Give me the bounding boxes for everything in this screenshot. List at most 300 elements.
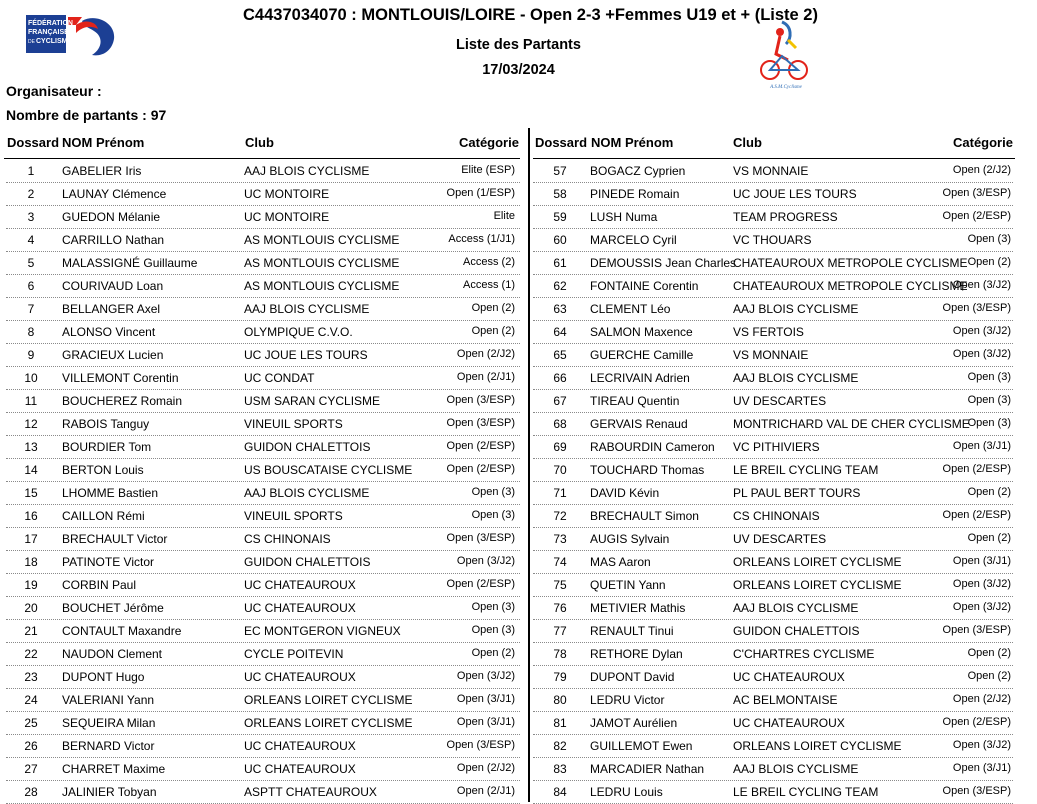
table-row (6, 436, 520, 459)
dossard-cell: 26 (24, 739, 38, 753)
dossard-cell: 19 (24, 578, 38, 592)
club-cell: LE BREIL CYCLING TEAM (733, 785, 879, 799)
table-row (6, 367, 520, 390)
table-row (533, 275, 1013, 298)
table-row (6, 298, 520, 321)
club-cell: ORLEANS LOIRET CYCLISME (244, 693, 413, 707)
dossard-cell: 23 (24, 670, 38, 684)
category-cell: Elite (493, 210, 515, 222)
club-cell: AAJ BLOIS CYCLISME (244, 486, 370, 500)
dossard-cell: 74 (553, 555, 567, 569)
club-cell: GUIDON CHALETTOIS (244, 440, 371, 454)
name-cell: RABOIS Tanguy (62, 417, 150, 431)
category-cell: Open (2) (967, 532, 1011, 544)
dossard-cell: 16 (24, 509, 38, 523)
name-cell: QUETIN Yann (590, 578, 666, 592)
club-cell: VC THOUARS (733, 233, 812, 247)
name-cell: LHOMME Bastien (62, 486, 159, 500)
dossard-cell: 27 (24, 762, 38, 776)
nombre-partants: Nombre de partants : 97 (6, 107, 167, 123)
club-cell: OLYMPIQUE C.V.O. (244, 325, 353, 339)
category-cell: Open (3) (471, 624, 515, 636)
name-cell: DUPONT David (590, 670, 675, 684)
club-cell: ORLEANS LOIRET CYCLISME (733, 578, 902, 592)
name-cell: AUGIS Sylvain (590, 532, 670, 546)
category-cell: Open (2/J2) (952, 693, 1011, 705)
category-cell: Open (2/ESP) (942, 509, 1011, 521)
name-cell: PINEDE Romain (590, 187, 680, 201)
name-cell: MARCADIER Nathan (590, 762, 705, 776)
name-cell: TIREAU Quentin (590, 394, 680, 408)
category-cell: Open (2) (967, 486, 1011, 498)
category-cell: Access (1/J1) (448, 233, 515, 245)
club-cell: LE BREIL CYCLING TEAM (733, 463, 879, 477)
table-row (6, 413, 520, 436)
table-row (533, 666, 1013, 689)
name-cell: BELLANGER Axel (62, 302, 161, 316)
name-cell: GRACIEUX Lucien (62, 348, 164, 362)
table-row (533, 344, 1013, 367)
dossard-cell: 62 (553, 279, 567, 293)
category-cell: Elite (ESP) (461, 164, 515, 176)
club-cell: AAJ BLOIS CYCLISME (244, 164, 370, 178)
name-cell: BERNARD Victor (62, 739, 155, 753)
table-row (533, 482, 1013, 505)
name-cell: CLEMENT Léo (590, 302, 671, 316)
category-cell: Open (2/ESP) (446, 578, 515, 590)
dossard-cell: 8 (27, 325, 35, 339)
table-row (6, 252, 520, 275)
club-cell: AAJ BLOIS CYCLISME (733, 762, 859, 776)
dossard-cell: 22 (24, 647, 38, 661)
category-cell: Access (2) (463, 256, 515, 268)
club-cell: UC JOUE LES TOURS (244, 348, 368, 362)
club-cell: US BOUSCATAISE CYCLISME (244, 463, 413, 477)
table-row (6, 689, 520, 712)
category-cell: Access (1) (463, 279, 515, 291)
dossard-cell: 15 (24, 486, 38, 500)
name-cell: DAVID Kévin (590, 486, 660, 500)
name-cell: RENAULT Tinui (590, 624, 674, 638)
name-cell: CAILLON Rémi (62, 509, 145, 523)
club-cell: AAJ BLOIS CYCLISME (733, 302, 859, 316)
dossard-cell: 14 (24, 463, 38, 477)
club-cell: TEAM PROGRESS (733, 210, 838, 224)
category-cell: Open (2/ESP) (446, 440, 515, 452)
name-cell: VILLEMONT Corentin (62, 371, 179, 385)
club-cell: AS MONTLOUIS CYCLISME (244, 279, 400, 293)
name-cell: BOGACZ Cyprien (590, 164, 686, 178)
category-cell: Open (2/ESP) (942, 210, 1011, 222)
category-cell: Open (2/J1) (456, 785, 515, 797)
name-cell: GUEDON Mélanie (62, 210, 161, 224)
category-cell: Open (3) (967, 417, 1011, 429)
dossard-cell: 3 (27, 210, 35, 224)
name-cell: SEQUEIRA Milan (62, 716, 156, 730)
dossard-cell: 79 (553, 670, 567, 684)
club-cell: AAJ BLOIS CYCLISME (733, 601, 859, 615)
name-cell: COURIVAUD Loan (62, 279, 164, 293)
page-edge (1031, 0, 1037, 802)
name-cell: LUSH Numa (590, 210, 658, 224)
dossard-cell: 76 (553, 601, 567, 615)
name-cell: GERVAIS Renaud (590, 417, 688, 431)
header-dossard-right: Dossard (535, 135, 588, 150)
dossard-cell: 78 (553, 647, 567, 661)
category-cell: Open (3/J1) (456, 716, 515, 728)
name-cell: BRECHAULT Victor (62, 532, 168, 546)
dossard-cell: 18 (24, 555, 38, 569)
table-row (6, 574, 520, 597)
club-cell: UV DESCARTES (733, 394, 827, 408)
table-row (6, 183, 520, 206)
category-cell: Open (3) (471, 601, 515, 613)
table-row (533, 781, 1013, 804)
club-cell: CYCLE POITEVIN (244, 647, 344, 661)
club-cell: CS CHINONAIS (733, 509, 820, 523)
table-row (6, 758, 520, 781)
dossard-cell: 70 (553, 463, 567, 477)
category-cell: Open (3/ESP) (446, 739, 515, 751)
dossard-cell: 64 (553, 325, 567, 339)
table-row (533, 390, 1013, 413)
dossard-cell: 84 (553, 785, 567, 799)
dossard-cell: 75 (553, 578, 567, 592)
category-cell: Open (3/ESP) (942, 624, 1011, 636)
table-row (533, 252, 1013, 275)
column-divider (528, 128, 530, 802)
club-cell: VINEUIL SPORTS (244, 509, 343, 523)
dossard-cell: 71 (553, 486, 567, 500)
category-cell: Open (3) (967, 233, 1011, 245)
ffc-logo-line3: DE (28, 39, 35, 45)
dossard-cell: 10 (24, 371, 38, 385)
table-row (533, 183, 1013, 206)
race-date: 17/03/2024 (482, 62, 555, 78)
club-cell: CS CHINONAIS (244, 532, 331, 546)
dossard-cell: 12 (24, 417, 38, 431)
table-row (6, 160, 520, 183)
category-cell: Open (3/J2) (952, 348, 1011, 360)
asm-logo-text: A.S.M.Cyclisme (770, 85, 802, 90)
category-cell: Open (3) (967, 394, 1011, 406)
club-cell: USM SARAN CYCLISME (244, 394, 381, 408)
club-cell: VS MONNAIE (733, 164, 809, 178)
name-cell: LEDRU Louis (590, 785, 663, 799)
category-cell: Open (1/ESP) (446, 187, 515, 199)
table-row (533, 712, 1013, 735)
dossard-cell: 6 (27, 279, 35, 293)
header-dossard-left: Dossard (7, 135, 60, 150)
category-cell: Open (2) (967, 647, 1011, 659)
table-row (6, 712, 520, 735)
ffc-logo-line1: FÉDÉRATION (28, 20, 73, 27)
name-cell: LAUNAY Clémence (62, 187, 167, 201)
category-cell: Open (3/ESP) (942, 302, 1011, 314)
crop-edge (0, 0, 1037, 4)
dossard-cell: 25 (24, 716, 38, 730)
table-row (6, 344, 520, 367)
dossard-cell: 5 (27, 256, 35, 270)
club-cell: UC CHATEAUROUX (244, 601, 356, 615)
name-cell: RABOURDIN Cameron (590, 440, 715, 454)
category-cell: Open (3) (967, 371, 1011, 383)
dossard-cell: 7 (27, 302, 35, 316)
name-cell: JAMOT Aurélien (590, 716, 678, 730)
club-cell: C'CHARTRES CYCLISME (733, 647, 875, 661)
dossard-cell: 21 (24, 624, 38, 638)
name-cell: VALERIANI Yann (62, 693, 155, 707)
club-cell: UC CHATEAUROUX (733, 670, 845, 684)
name-cell: METIVIER Mathis (590, 601, 686, 615)
table-row (533, 367, 1013, 390)
category-cell: Open (3/J1) (952, 555, 1011, 567)
club-cell: MONTRICHARD VAL DE CHER CYCLISME (733, 417, 970, 431)
name-cell: GUILLEMOT Ewen (590, 739, 693, 753)
name-cell: MALASSIGNÉ Guillaume (62, 256, 198, 270)
club-cell: ASPTT CHATEAUROUX (244, 785, 377, 799)
category-cell: Open (2/J2) (952, 164, 1011, 176)
dossard-cell: 81 (553, 716, 567, 730)
name-cell: JALINIER Tobyan (62, 785, 157, 799)
dossard-cell: 28 (24, 785, 38, 799)
dossard-cell: 60 (553, 233, 567, 247)
club-cell: UV DESCARTES (733, 532, 827, 546)
club-cell: VS MONNAIE (733, 348, 809, 362)
category-cell: Open (2) (471, 302, 515, 314)
table-row (533, 229, 1013, 252)
dossard-cell: 65 (553, 348, 567, 362)
name-cell: SALMON Maxence (590, 325, 693, 339)
category-cell: Open (3) (471, 486, 515, 498)
category-cell: Open (3/ESP) (446, 394, 515, 406)
name-cell: PATINOTE Victor (62, 555, 155, 569)
dossard-cell: 63 (553, 302, 567, 316)
category-cell: Open (3/J2) (952, 739, 1011, 751)
name-cell: BERTON Louis (62, 463, 144, 477)
name-cell: ALONSO Vincent (62, 325, 156, 339)
name-cell: LEDRU Victor (590, 693, 665, 707)
table-row (533, 620, 1013, 643)
club-cell: CHATEAUROUX METROPOLE CYCLISME (733, 279, 968, 293)
table-row (6, 275, 520, 298)
table-row (6, 781, 520, 804)
club-cell: UC MONTOIRE (244, 187, 330, 201)
asm-cyclisme-logo (758, 20, 814, 92)
club-cell: UC CHATEAUROUX (244, 670, 356, 684)
dossard-cell: 13 (24, 440, 38, 454)
table-row (533, 528, 1013, 551)
category-cell: Open (3) (471, 509, 515, 521)
category-cell: Open (3/ESP) (942, 785, 1011, 797)
name-cell: BOURDIER Tom (62, 440, 152, 454)
category-cell: Open (3/J1) (952, 762, 1011, 774)
club-cell: UC CHATEAUROUX (244, 739, 356, 753)
name-cell: GUERCHE Camille (590, 348, 694, 362)
table-row (533, 206, 1013, 229)
table-row (6, 620, 520, 643)
name-cell: BOUCHEREZ Romain (62, 394, 183, 408)
header-categorie-right: Catégorie (953, 135, 1013, 150)
dossard-cell: 66 (553, 371, 567, 385)
category-cell: Open (3/ESP) (942, 187, 1011, 199)
dossard-cell: 69 (553, 440, 567, 454)
club-cell: PL PAUL BERT TOURS (733, 486, 861, 500)
club-cell: GUIDON CHALETTOIS (244, 555, 371, 569)
club-cell: AC BELMONTAISE (733, 693, 838, 707)
name-cell: LECRIVAIN Adrien (590, 371, 690, 385)
table-row (6, 597, 520, 620)
club-cell: CHATEAUROUX METROPOLE CYCLISME (733, 256, 968, 270)
dossard-cell: 9 (27, 348, 35, 362)
name-cell: NAUDON Clement (62, 647, 163, 661)
table-row (533, 758, 1013, 781)
name-cell: TOUCHARD Thomas (590, 463, 705, 477)
name-cell: FONTAINE Corentin (590, 279, 699, 293)
club-cell: UC JOUE LES TOURS (733, 187, 857, 201)
table-row (533, 298, 1013, 321)
category-cell: Open (2/ESP) (942, 463, 1011, 475)
dossard-cell: 61 (553, 256, 567, 270)
table-row (6, 390, 520, 413)
name-cell: CARRILLO Nathan (62, 233, 165, 247)
name-cell: DEMOUSSIS Jean Charles (590, 256, 737, 270)
name-cell: CONTAULT Maxandre (62, 624, 182, 638)
category-cell: Open (2) (967, 256, 1011, 268)
club-cell: AS MONTLOUIS CYCLISME (244, 256, 400, 270)
club-cell: UC CHATEAUROUX (244, 578, 356, 592)
organisateur-label: Organisateur : (6, 83, 102, 99)
header-rule-right (533, 158, 1015, 159)
dossard-cell: 82 (553, 739, 567, 753)
header-nom-left: NOM Prénom (62, 135, 145, 150)
table-row (6, 505, 520, 528)
dossard-cell: 59 (553, 210, 567, 224)
page-title: C4437034070 : MONTLOUIS/LOIRE - Open 2-3 +Femmes U19 et + (Liste 2) (243, 6, 818, 24)
table-row (533, 436, 1013, 459)
club-cell: UC MONTOIRE (244, 210, 330, 224)
page-subtitle: Liste des Partants (456, 37, 581, 53)
dossard-cell: 77 (553, 624, 567, 638)
table-row (6, 551, 520, 574)
club-cell: AAJ BLOIS CYCLISME (733, 371, 859, 385)
club-cell: ORLEANS LOIRET CYCLISME (733, 555, 902, 569)
table-row (533, 551, 1013, 574)
dossard-cell: 4 (27, 233, 35, 247)
table-row (6, 321, 520, 344)
category-cell: Open (3/J1) (952, 440, 1011, 452)
club-cell: EC MONTGERON VIGNEUX (244, 624, 401, 638)
table-row (533, 413, 1013, 436)
table-row (533, 459, 1013, 482)
category-cell: Open (3/J1) (456, 693, 515, 705)
dossard-cell: 2 (27, 187, 35, 201)
name-cell: CORBIN Paul (62, 578, 137, 592)
dossard-cell: 11 (24, 394, 38, 408)
table-row (533, 643, 1013, 666)
header-rule-left (4, 158, 520, 159)
table-row (533, 505, 1013, 528)
table-row (6, 528, 520, 551)
table-row (6, 666, 520, 689)
club-cell: UC CHATEAUROUX (244, 762, 356, 776)
category-cell: Open (2) (471, 325, 515, 337)
category-cell: Open (2/ESP) (942, 716, 1011, 728)
table-row (533, 735, 1013, 758)
table-row (6, 735, 520, 758)
table-row (533, 574, 1013, 597)
name-cell: BRECHAULT Simon (590, 509, 699, 523)
dossard-cell: 83 (553, 762, 567, 776)
category-cell: Open (3/ESP) (446, 417, 515, 429)
category-cell: Open (3/J2) (952, 601, 1011, 613)
header-categorie-left: Catégorie (459, 135, 519, 150)
header-club-right: Club (733, 135, 762, 150)
dossard-cell: 68 (553, 417, 567, 431)
dossard-cell: 58 (553, 187, 567, 201)
category-cell: Open (2) (471, 647, 515, 659)
table-row (6, 482, 520, 505)
dossard-cell: 80 (553, 693, 567, 707)
dossard-cell: 20 (24, 601, 38, 615)
club-cell: ORLEANS LOIRET CYCLISME (244, 716, 413, 730)
category-cell: Open (2/J1) (456, 371, 515, 383)
dossard-cell: 73 (553, 532, 567, 546)
club-cell: VS FERTOIS (733, 325, 804, 339)
category-cell: Open (3/J2) (952, 279, 1011, 291)
category-cell: Open (3/J2) (952, 325, 1011, 337)
name-cell: RETHORE Dylan (590, 647, 683, 661)
name-cell: CHARRET Maxime (62, 762, 166, 776)
table-row (533, 160, 1013, 183)
name-cell: MARCELO Cyril (590, 233, 677, 247)
dossard-cell: 72 (553, 509, 567, 523)
table-row (6, 643, 520, 666)
club-cell: AS MONTLOUIS CYCLISME (244, 233, 400, 247)
header-club-left: Club (245, 135, 274, 150)
category-cell: Open (2/ESP) (446, 463, 515, 475)
name-cell: DUPONT Hugo (62, 670, 145, 684)
club-cell: VINEUIL SPORTS (244, 417, 343, 431)
table-row (6, 459, 520, 482)
table-row (533, 321, 1013, 344)
dossard-cell: 24 (24, 693, 38, 707)
category-cell: Open (3/J2) (456, 670, 515, 682)
category-cell: Open (2/J2) (456, 762, 515, 774)
header-nom-right: NOM Prénom (591, 135, 674, 150)
club-cell: ORLEANS LOIRET CYCLISME (733, 739, 902, 753)
ffc-logo-line2: FRANÇAISE (28, 29, 69, 36)
club-cell: GUIDON CHALETTOIS (733, 624, 860, 638)
category-cell: Open (3/J2) (456, 555, 515, 567)
club-cell: UC CONDAT (244, 371, 315, 385)
table-row (533, 689, 1013, 712)
name-cell: BOUCHET Jérôme (62, 601, 164, 615)
category-cell: Open (2) (967, 670, 1011, 682)
ffc-logo-line4: CYCLISME (36, 38, 73, 45)
dossard-cell: 17 (24, 532, 38, 546)
table-row (6, 229, 520, 252)
club-cell: UC CHATEAUROUX (733, 716, 845, 730)
club-cell: VC PITHIVIERS (733, 440, 820, 454)
club-cell: AAJ BLOIS CYCLISME (244, 302, 370, 316)
table-row (533, 597, 1013, 620)
dossard-cell: 1 (27, 164, 35, 178)
name-cell: GABELIER Iris (62, 164, 142, 178)
category-cell: Open (3/ESP) (446, 532, 515, 544)
dossard-cell: 57 (553, 164, 567, 178)
table-row (6, 206, 520, 229)
